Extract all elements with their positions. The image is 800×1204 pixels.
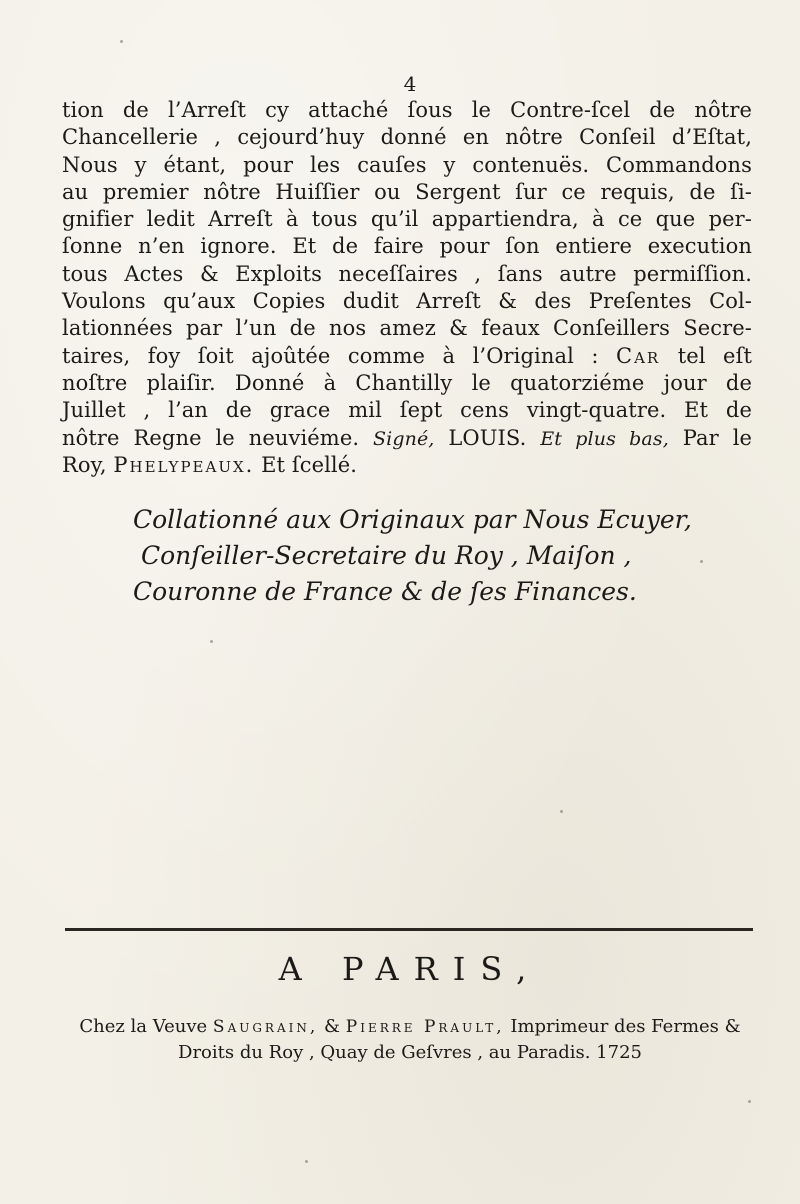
attestation-block (133, 502, 773, 610)
text-segment: Et ſcellé. (261, 452, 358, 477)
text-line (62, 425, 752, 452)
divider-rule (65, 928, 753, 931)
paper-speck (748, 1100, 751, 1103)
text-line: Juillet , l’an de grace mil ſept cens vingt-quatre. Et de (62, 398, 752, 423)
text-segment: Par le (682, 425, 753, 450)
text-line: ſonne n’en ignore. Et de faire pour ſon entiere execution (62, 234, 752, 259)
text-line: tion de l’Arreſt cy attaché ſous le Contre-ſcel de nôtre (62, 98, 752, 122)
text-line: Voulons qu’aux Copies dudit Arreſt & des Preſentes Col- (62, 289, 752, 314)
phelypeaux-signature: Phelypeaux. (113, 452, 255, 477)
text-segment: & (324, 1016, 341, 1037)
text-segment: tel eſt (677, 343, 752, 368)
attestation-line: Collationné aux Originaux par Nous Ecuyer, (133, 505, 692, 534)
text-line: gnifier ledit Arreſt à tous qu’il appartiendra, à ce que per- (62, 207, 752, 232)
car-word: Car (616, 343, 661, 368)
imprint-line: Droits du Roy , Quay de Geſvres , au Paradis. 1725 (178, 1042, 642, 1063)
text-segment: Imprimeur des Fermes & (510, 1016, 741, 1037)
printer-name: Pierre Prault, (345, 1017, 505, 1037)
text-segment: nôtre Regne le neuviéme. (62, 425, 360, 450)
printer-name: Saugrain, (212, 1017, 319, 1037)
signe-word: Signé, (373, 427, 435, 450)
text-line (62, 452, 752, 479)
text-segment: taires, foy ſoit ajoûtée comme à l’Original : (62, 343, 599, 368)
attestation-line: Couronne de France & de ſes Finances. (133, 577, 637, 606)
imprint-block (60, 1014, 760, 1066)
paper-speck (305, 1160, 308, 1163)
paper-speck (560, 810, 563, 813)
text-segment: Roy, (62, 452, 107, 477)
text-line: noſtre plaiſir. Donné à Chantilly le quatorziéme jour de (62, 370, 752, 395)
page-number: 4 (403, 72, 417, 96)
text-line (62, 343, 752, 370)
text-segment: Chez la Veuve (79, 1016, 208, 1037)
plus-bas-words: Et plus bas, (540, 427, 669, 450)
attestation-line: Conſeiller-Secretaire du Roy , Maiſon , (141, 541, 632, 570)
text-line: Nous y étant, pour les cauſes y contenuës. Commandons (62, 152, 752, 177)
louis-signature: LOUIS. (448, 425, 527, 450)
imprint-line (60, 1014, 760, 1040)
text-line: tous Actes & Exploits neceſſaires , ſans autre permiſſion. (62, 261, 752, 286)
decree-text (62, 97, 752, 479)
text-line: Chancellerie , cejourd’huy donné en nôtre Conſeil d’Eſtat, (62, 125, 752, 150)
paper-speck (210, 640, 213, 643)
paper-speck (700, 560, 703, 563)
imprint-place: A PARIS, (278, 950, 542, 988)
text-line: lationnées par l’un de nos amez & feaux Conſeillers Secre- (62, 316, 752, 341)
paper-speck (120, 40, 123, 43)
text-line: au premier nôtre Huiſſier ou Sergent ſur ce requis, de ſi- (62, 179, 752, 204)
